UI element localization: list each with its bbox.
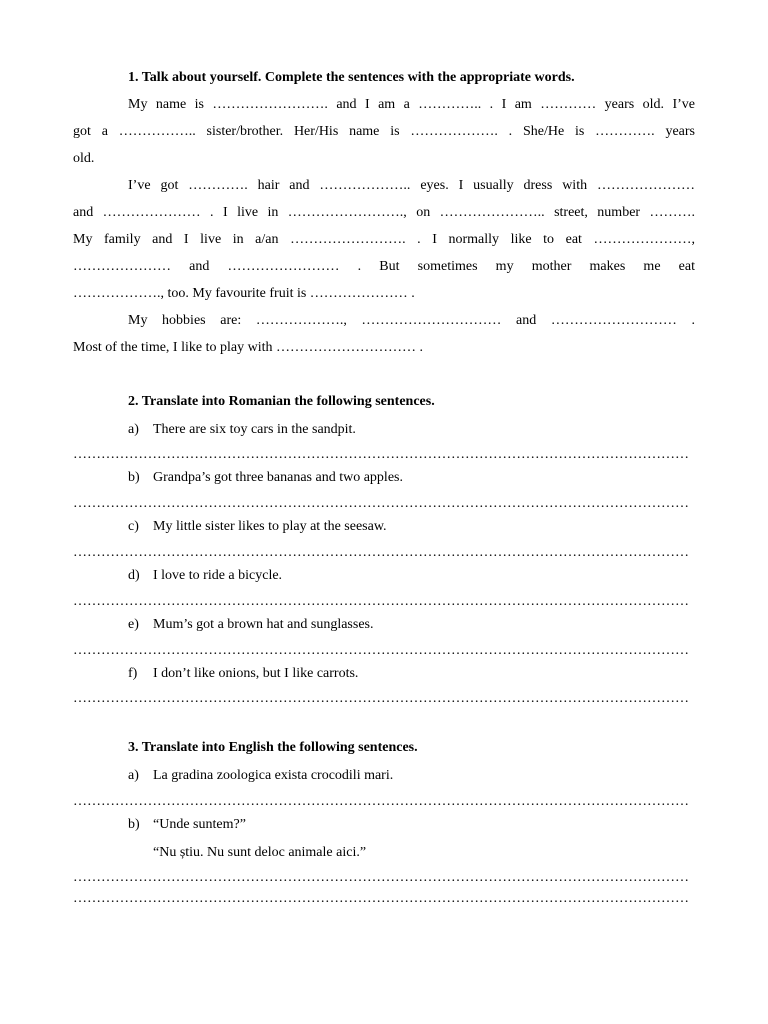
item-text: Grandpa’s got three bananas and two apples. [153, 470, 403, 485]
answer-line[interactable]: …………………………………………………………………………………………………………………… [73, 545, 689, 560]
section-1-line: My family and I live in a/an ……………………. . I normally like to eat …………………, [73, 232, 695, 247]
item-text: I don’t like onions, but I like carrots. [153, 666, 359, 681]
section-1-heading: 1. Talk about yourself. Complete the sentences with the appropriate words. [128, 70, 575, 85]
item-label: a) [128, 422, 139, 437]
section-1-line: My name is ……………………. and I am a ………….. . I am ………… years old. I’ve [128, 97, 695, 112]
section-1-line: I’ve got …………. hair and ……………….. eyes. I usually dress with ………………… [128, 178, 695, 193]
item-label: f) [128, 666, 138, 681]
section-1-line: ………………… and …………………… . But sometimes my mother makes me eat [73, 259, 695, 274]
item-text-continued: “Nu știu. Nu sunt deloc animale aici.” [153, 845, 367, 860]
answer-line[interactable]: …………………………………………………………………………………………………………………… [73, 643, 689, 658]
item-text: “Unde suntem?” [153, 817, 246, 832]
answer-line[interactable]: …………………………………………………………………………………………………………………… [73, 794, 689, 809]
list-item [128, 520, 387, 534]
item-text: I love to ride a bicycle. [153, 568, 283, 583]
list-item [128, 818, 246, 832]
section-1-line: My hobbies are: ………………., ………………………… and ……………………… . [128, 313, 695, 328]
item-text: There are six toy cars in the sandpit. [153, 422, 356, 437]
section-3-heading: 3. Translate into English the following sentences. [128, 740, 418, 755]
section-1-line: Most of the time, I like to play with ………………………… . [73, 340, 423, 355]
answer-line[interactable]: …………………………………………………………………………………………………………………… [73, 594, 689, 609]
item-text: La gradina zoologica exista crocodili mari. [153, 768, 394, 783]
item-label: e) [128, 617, 139, 632]
item-label: b) [128, 817, 140, 832]
answer-line[interactable]: …………………………………………………………………………………………………………………… [73, 891, 689, 906]
item-text: Mum’s got a brown hat and sunglasses. [153, 617, 374, 632]
list-item [128, 667, 358, 681]
section-1-line: got a …………….. sister/brother. Her/His name is ………………. . She/He is …………. years [73, 124, 695, 139]
item-text: My little sister likes to play at the seesaw. [153, 519, 387, 534]
section-1-line: and ………………… . I live in ……………………., on ………………….. street, number ………. [73, 205, 695, 220]
answer-line[interactable]: …………………………………………………………………………………………………………………… [73, 496, 689, 511]
item-label: c) [128, 519, 139, 534]
answer-line[interactable]: …………………………………………………………………………………………………………………… [73, 691, 689, 706]
item-label: a) [128, 768, 139, 783]
answer-line[interactable]: …………………………………………………………………………………………………………………… [73, 447, 689, 462]
list-item [128, 471, 403, 485]
list-item [128, 618, 373, 632]
item-label: d) [128, 568, 140, 583]
section-1-line: ………………., too. My favourite fruit is ………………… . [73, 286, 415, 301]
list-item [128, 769, 393, 783]
item-label: b) [128, 470, 140, 485]
list-item [128, 423, 356, 437]
list-item [128, 569, 282, 583]
section-2-heading: 2. Translate into Romanian the following sentences. [128, 394, 435, 409]
answer-line[interactable]: …………………………………………………………………………………………………………………… [73, 870, 689, 885]
section-1-line: old. [73, 151, 95, 166]
